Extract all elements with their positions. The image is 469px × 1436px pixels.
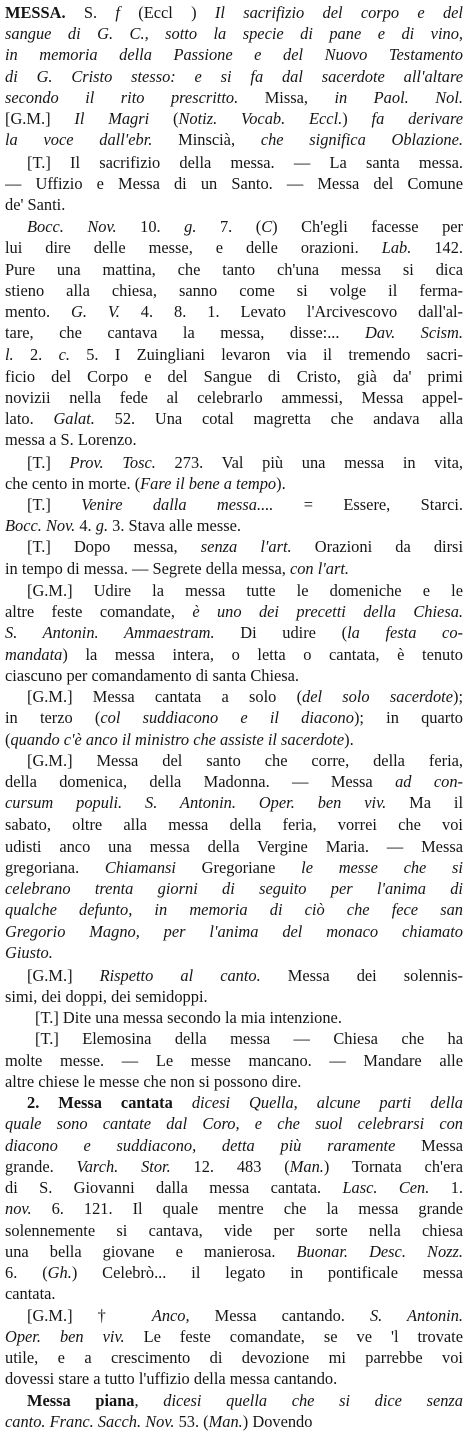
- text-line: [5, 792, 463, 813]
- text-run: canto. Franc. Sacch. Nov.: [5, 1412, 175, 1431]
- text-line: [27, 494, 463, 515]
- text-line: [27, 750, 463, 771]
- text-run: Galat.: [53, 409, 95, 428]
- text-line: [5, 408, 463, 429]
- text-run: diacono e suddiacono, detta più raramente: [5, 1136, 396, 1155]
- text-line: [5, 515, 463, 536]
- text-run: quale sono cantate dal Coro, e che suol celebrarsi con: [5, 1114, 463, 1133]
- text-line: [5, 429, 463, 450]
- text-run: fa derivare: [371, 109, 463, 128]
- text-run: in Paol. Nol.: [334, 88, 463, 107]
- text-line: [27, 536, 463, 557]
- text-run: 2.: [13, 345, 59, 364]
- text-line: [5, 280, 463, 301]
- text-line: [27, 686, 463, 707]
- text-line: [5, 129, 463, 150]
- text-line: [5, 986, 463, 1007]
- text-line: [5, 1368, 463, 1389]
- text-line: [5, 473, 463, 494]
- text-line: [5, 1156, 463, 1177]
- text-line: [27, 452, 463, 473]
- text-line: [5, 301, 463, 322]
- text-line: [5, 707, 463, 728]
- text-run: dicesi Quella, alcune parti della: [191, 1093, 463, 1112]
- text-run: MESSA.: [5, 3, 66, 22]
- text-line: [5, 814, 463, 835]
- text-line: [5, 1220, 463, 1241]
- text-run: messa a S. Lorenzo.: [5, 430, 137, 449]
- text-run: nov.: [5, 1199, 32, 1218]
- text-line: [5, 601, 463, 622]
- text-run: (Eccl ): [119, 3, 215, 22]
- text-run: 6. (: [5, 1263, 48, 1282]
- text-run: S.: [65, 3, 116, 22]
- text-line: [5, 1241, 463, 1262]
- text-run: Messa dei solennis-: [260, 966, 463, 985]
- text-run: l.: [5, 345, 14, 364]
- text-run: ad con-: [395, 772, 463, 791]
- text-run: ).: [344, 730, 354, 749]
- text-run: del solo sacerdote: [302, 687, 453, 706]
- text-line: [5, 44, 463, 65]
- text-run: g.: [184, 217, 197, 236]
- text-run: [T.]: [27, 453, 70, 472]
- text-run: 2. Messa cantata: [27, 1093, 173, 1112]
- text-run: Prov. Tosc.: [69, 453, 156, 472]
- text-line: [27, 965, 463, 986]
- text-run: della domenica, della Madonna. — Messa: [5, 772, 396, 791]
- text-run: Ma il: [386, 793, 463, 812]
- text-run: Il sacrifizio del corpo e del: [214, 3, 463, 22]
- text-run: ) Tornata ch'era: [323, 1157, 463, 1176]
- text-run: quando c'è anco il ministro che assiste il sacerdote: [10, 730, 345, 749]
- text-line: [5, 173, 463, 194]
- text-run: sabato, oltre alla messa della feria, vorrei che voi: [5, 815, 463, 834]
- text-run: Di udire (: [214, 623, 348, 642]
- text-run: che cento in morte. (: [5, 474, 141, 493]
- text-line: [5, 259, 463, 280]
- text-run: Il Magri: [74, 109, 150, 128]
- text-run: [G.M.] Udire la messa tutte le domeniche e le: [27, 581, 463, 600]
- text-line: [5, 836, 463, 857]
- text-run: Rispetto al canto.: [99, 966, 261, 985]
- text-run: 4.: [75, 516, 96, 535]
- text-run: Varch. Stor.: [76, 1157, 171, 1176]
- text-run: la voce dall'ebr.: [5, 130, 153, 149]
- text-run: lui dire delle messe, e delle orazioni.: [5, 238, 382, 257]
- text-run: le messe che si: [301, 858, 463, 877]
- text-run: dovessi stare a tutto l'uffizio della messa cantando.: [5, 1369, 338, 1388]
- text-run: Missa,: [238, 88, 335, 107]
- text-run: 273. Val più una messa in vita,: [155, 453, 463, 472]
- text-run: Chiamansi: [104, 858, 176, 877]
- text-run: Pure una mattina, che tanto ch'una messa si dica: [5, 260, 463, 279]
- text-line: [5, 622, 463, 643]
- text-run: ,: [134, 1391, 164, 1410]
- text-run: Giusto.: [5, 943, 53, 962]
- text-run: secondo il rito prescritto.: [5, 88, 239, 107]
- text-run: 3. Stava alle messe.: [108, 516, 241, 535]
- text-run: 142.: [411, 238, 463, 257]
- text-run: col suddiacono e il diacono: [100, 708, 354, 727]
- text-run: Anco,: [151, 1306, 190, 1325]
- text-run: in terzo (: [5, 708, 101, 727]
- text-run: ) Ch'egli facesse per: [272, 217, 463, 236]
- text-run: simi, dei doppi, dei semidoppi.: [5, 987, 208, 1006]
- text-run: Gregorio Magno, per l'anima del monaco chiamato: [5, 922, 463, 941]
- text-run: 1.: [429, 1178, 463, 1197]
- text-run: Messa piana: [27, 1391, 135, 1410]
- text-run: [G.M.] Messa del santo che corre, della feria,: [27, 751, 463, 770]
- text-run: mento.: [5, 302, 71, 321]
- text-run: — Uffizio e Messa di un Santo. — Messa del Comune: [5, 174, 463, 193]
- text-run: celebrano trenta giorni di seguito per l'anima di: [5, 879, 463, 898]
- text-line: [5, 23, 463, 44]
- text-run: Buonar. Desc. Nozz.: [296, 1242, 463, 1261]
- text-line: [5, 1135, 463, 1156]
- text-run: stieno alla chiesa, sanno come si volge il ferma-: [5, 281, 463, 300]
- text-line: [35, 1007, 463, 1028]
- text-run: qualche defunto, in memoria di ciò che fece san: [5, 900, 463, 919]
- text-line: [5, 857, 463, 878]
- text-run: 5. I Zuingliani levaron via il tremendo sacri-: [69, 345, 463, 364]
- text-run: Oper. ben viv.: [5, 1327, 125, 1346]
- text-line: [5, 108, 463, 129]
- text-run: [G.M.] Messa cantata a solo (: [27, 687, 303, 706]
- text-run: mandata: [5, 645, 63, 664]
- text-run: G. V.: [71, 302, 120, 321]
- text-run: Man.: [289, 1157, 324, 1176]
- text-run: 53. (: [174, 1412, 209, 1431]
- text-line: [5, 1198, 463, 1219]
- text-run: 7. (: [196, 217, 262, 236]
- text-run: Dav. Scism.: [364, 323, 463, 342]
- text-run: C: [261, 217, 273, 236]
- text-run: Lasc. Cen.: [342, 1178, 430, 1197]
- text-line: [5, 66, 463, 87]
- text-line: [5, 942, 463, 963]
- text-run: gregoriana.: [5, 858, 105, 877]
- text-line: [5, 387, 463, 408]
- text-run: Bocc. Nov.: [27, 217, 117, 236]
- text-run: ) la messa intera, o letta o cantata, è tenuto: [62, 645, 463, 664]
- text-run: [G.M.]: [27, 966, 100, 985]
- text-line: [5, 1050, 463, 1071]
- text-run: Man.: [208, 1412, 243, 1431]
- text-run: di G. Cristo stesso: e si fa dal sacerdote all'altare: [5, 67, 463, 86]
- text-run: S. Antonin.: [369, 1306, 463, 1325]
- text-run: Minscià,: [152, 130, 261, 149]
- text-run: g.: [95, 516, 109, 535]
- text-run: Le feste comandate, se ve 'l trovate: [124, 1327, 463, 1346]
- text-run: di S. Giovanni dalla messa cantata.: [5, 1178, 343, 1197]
- text-run: 12. 483 (: [170, 1157, 290, 1176]
- text-run: dicesi quella che si dice senza: [163, 1391, 463, 1410]
- text-run: [T.] Elemosina della messa — Chiesa che ha: [35, 1029, 463, 1048]
- text-run: cursum populi. S. Antonin. Oper. ben viv.: [5, 793, 387, 812]
- text-line: [5, 644, 463, 665]
- text-run: S. Antonin. Ammaestram.: [5, 623, 215, 642]
- text-run: utile, e a crescimento di devozione mi parrebbe voi: [5, 1348, 463, 1367]
- text-run: altre chiese le messe che non si possono dire.: [5, 1072, 302, 1091]
- text-run: con l'art.: [289, 559, 350, 578]
- text-line: [5, 194, 463, 215]
- text-line: [5, 1326, 463, 1347]
- text-run: 4. 8. 1. Levato l'Arcivescovo dall'al-: [119, 302, 463, 321]
- text-line: [5, 771, 463, 792]
- text-line: [5, 558, 463, 579]
- text-run: ciascuno per comandamento di santa Chiesa.: [5, 666, 300, 685]
- text-run: grande.: [5, 1157, 77, 1176]
- text-run: senza l'art.: [200, 537, 292, 556]
- text-run: la festa co-: [347, 623, 463, 642]
- text-run: in memoria della Passione e del Nuovo Testamento: [5, 45, 463, 64]
- text-line: [27, 580, 463, 601]
- text-line: [5, 2, 463, 23]
- text-line: [5, 1071, 463, 1092]
- text-line: [5, 87, 463, 108]
- text-line: [27, 1305, 463, 1326]
- text-run: che significa Oblazione.: [260, 130, 463, 149]
- text-line: [5, 1283, 463, 1304]
- text-line: [5, 344, 463, 365]
- text-run: 52. Una cotal magretta che andava alla: [94, 409, 463, 428]
- text-run: cantata.: [5, 1284, 56, 1303]
- text-line: [5, 322, 463, 343]
- text-run: sangue di G. C., sotto la specie di pane e di vino,: [5, 24, 463, 43]
- text-line: [35, 1028, 463, 1049]
- text-run: Notiz. Vocab. Eccl.: [178, 109, 343, 128]
- text-run: Gregoriane: [175, 858, 302, 877]
- text-line: [5, 1347, 463, 1368]
- text-line: [5, 921, 463, 942]
- text-run: una bella giovane e manierosa.: [5, 1242, 297, 1261]
- text-run: è uno dei precetti della Chiesa.: [192, 602, 463, 621]
- text-run: c.: [58, 345, 70, 364]
- text-run: altre feste comandate,: [5, 602, 193, 621]
- text-line: [5, 1262, 463, 1283]
- text-line: [27, 1390, 463, 1411]
- text-run: Messa: [395, 1136, 463, 1155]
- text-line: [27, 1092, 463, 1113]
- text-run: f: [115, 3, 120, 22]
- text-run: de' Santi.: [5, 195, 66, 214]
- text-run: [G.M.] †: [27, 1306, 152, 1325]
- text-run: [T.] Dopo messa,: [27, 537, 201, 556]
- text-line: [5, 665, 463, 686]
- text-run: [T.] Dite una messa secondo la mia intenzione.: [35, 1008, 342, 1027]
- text-run: ) Dovendo: [242, 1412, 313, 1431]
- text-run: Lab.: [381, 238, 412, 257]
- dictionary-page: [5, 2, 463, 1432]
- text-line: [5, 878, 463, 899]
- text-run: Venire dalla messa....: [81, 495, 274, 514]
- text-run: solennemente si cantava, vide per sorte nella chiesa: [5, 1221, 463, 1240]
- text-run: ) Celebrò... il legato in pontificale messa: [71, 1263, 463, 1282]
- text-run: Messa cantando.: [189, 1306, 370, 1325]
- text-run: tare, che cantava la messa, disse:...: [5, 323, 365, 342]
- text-line: [27, 152, 463, 173]
- text-line: [5, 729, 463, 750]
- text-run: 10.: [116, 217, 185, 236]
- text-run: Fare il bene a tempo: [140, 474, 277, 493]
- text-run: Orazioni da dirsi: [291, 537, 463, 556]
- text-line: [5, 1177, 463, 1198]
- text-run: [G.M.]: [5, 109, 75, 128]
- text-line: [5, 1411, 463, 1432]
- text-run: novizii nella fede al celebrarlo ammessi, Messa appel-: [5, 388, 463, 407]
- text-run: Gh.: [47, 1263, 72, 1282]
- text-line: [27, 216, 463, 237]
- text-run: lato.: [5, 409, 54, 428]
- text-run: ficio del Corpo e del Sangue di Cristo, già da' primi: [5, 367, 463, 386]
- text-line: [5, 899, 463, 920]
- text-run: udisti anco una messa della Vergine Maria. — Messa: [5, 837, 463, 856]
- text-run: molte messe. — Le messe mancano. — Mandare alle: [5, 1051, 463, 1070]
- text-line: [5, 1113, 463, 1134]
- text-run: 6. 121. Il quale mentre che la messa grande: [31, 1199, 463, 1218]
- text-run: (: [149, 109, 179, 128]
- text-run: ); in quarto: [353, 708, 463, 727]
- text-run: = Essere, Starci.: [273, 495, 463, 514]
- text-run: ): [342, 109, 372, 128]
- text-run: Bocc. Nov.: [5, 516, 76, 535]
- text-run: (: [5, 730, 11, 749]
- text-line: [5, 366, 463, 387]
- text-run: [T.] Il sacrifizio della messa. — La santa messa.: [27, 153, 463, 172]
- text-run: ).: [276, 474, 286, 493]
- text-run: in tempo di messa. — Segrete della messa,: [5, 559, 290, 578]
- text-run: );: [452, 687, 463, 706]
- text-line: [5, 237, 463, 258]
- text-run: [T.]: [27, 495, 82, 514]
- text-run: [173, 1093, 192, 1112]
